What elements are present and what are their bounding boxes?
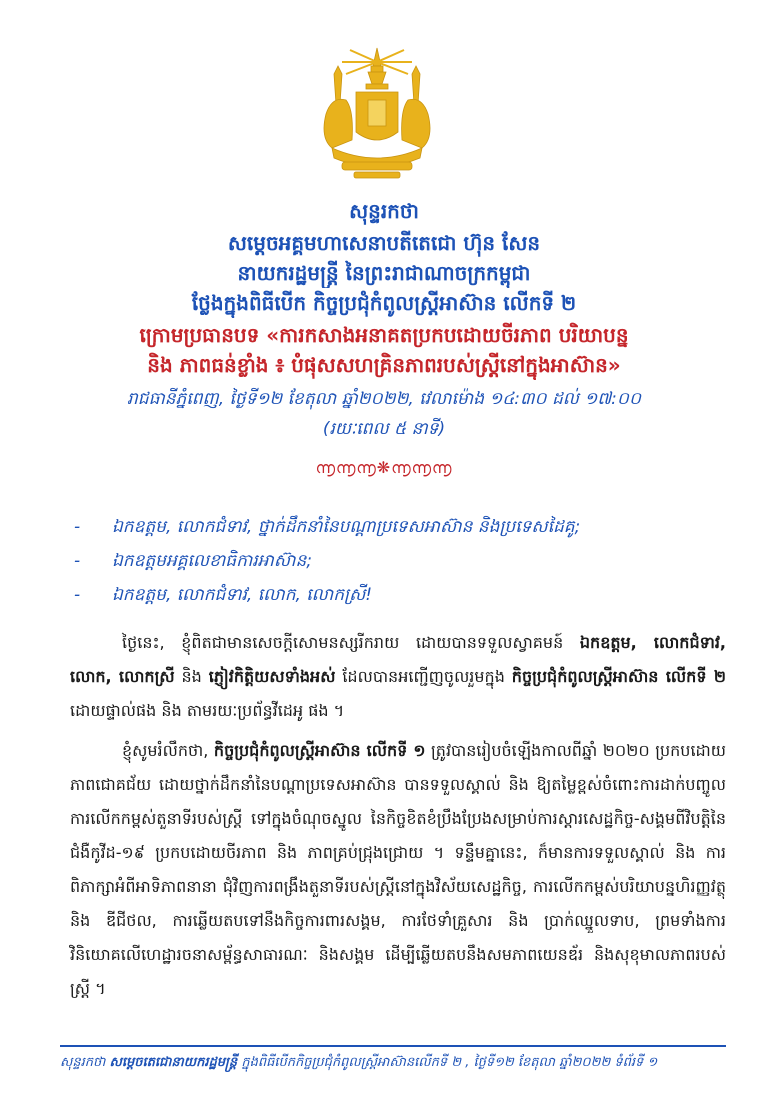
salutation-item: - ឯកឧត្តម, លោកជំទាវ, លោក, លោកស្រី! [74,585,373,605]
event-title: ថ្លែងក្នុងពិធីបើក កិច្ចប្រជុំកំពូលស្ត្រីអាស៊ាន លើកទី ២ [191,291,577,315]
paragraph-2: ខ្ញុំសូមរំលឹកថា, កិច្ចប្រជុំកំពូលស្ត្រីអាស៊ាន លើកទី ១ ត្រូវបានរៀបចំឡើងកាលពីឆ្នាំ ២០២០ ប្រកបដោយភាពជោគជ័យ ដោយថ្នាក់ដឹកនាំនៃបណ្តាប្រទេសអាស៊ាន បានទទួលស្គាល់ និង ឱ្យតម្លៃខ្ពស់ចំពោះការដាក់បញ្ចូលការលើកកម្ពស់តួនាទីរបស់ស្ត្រី ទៅក្នុងចំណុចស្នូល នៃកិច្ចខិតខំប្រឹងប្រែងសម្រាប់ការស្តារសេដ្ឋកិច្ច-សង្គមពីវិបត្តិនៃជំងឺកូវីដ-១៩ ប្រកបដោយចីរភាព និង ភាពគ្រប់ជ្រុងជ្រោយ ។ ទន្ទឹមគ្នានេះ, ក៏មានការទទួលស្គាល់ និង ការពិភាក្សាអំពីអាទិភាពនានា ជុំវិញការពង្រឹងតួនាទីរបស់ស្ត្រីនៅក្នុងវិស័យសេដ្ឋកិច្ច, ការលើកកម្ពស់បរិយាបន្នហិរញ្ញវត្ថុ និង ឌីជីថល, ការឆ្លើយតបទៅនឹងកិច្ចការពារសង្គម, ការថែទាំគ្រួសារ និង ប្រាក់ឈ្នួលទាប, ព្រមទាំងការវិនិយោគលើហេដ្ឋារចនាសម្ព័ន្ធសាធារណៈ និងសង្គម ដើម្បីឆ្លើយតបនឹងសមភាពយេនឌ័រ និងសុខុមាលភាពរបស់ស្ត្រី ។ [70,741,727,998]
page-footer: សុន្ទរកថា សម្តេចតេជោនាយករដ្ឋមន្ត្រី ក្នុងពិធីបើកកិច្ចប្រជុំកំពូលស្ត្រីអាស៊ានលើកទី ២ , ថ្ងៃទី១២ ខែតុលា ឆ្នាំ២០២២ ទំព័រទី ១ [60,1055,658,1070]
duration: (រយៈពេល ៥ នាទី) [322,419,446,439]
speaker-name: សម្តេចអគ្គមហាសេនាបតីតេជោ ហ៊ុន សែន [227,231,541,255]
paragraph-1: ថ្ងៃនេះ, ខ្ញុំពិតជាមានសេចក្តីសោមនស្សរីករាយ ដោយបានទទួលស្វាគមន៍ ឯកឧត្តម, លោកជំទាវ, លោក, លោកស្រី និង ភ្ញៀវកិត្តិយសទាំងអស់ ដែលបានអញ្ជើញចូលរួមក្នុង កិច្ចប្រជុំកំពូលស្ត្រីអាស៊ាន លើកទី ២ ដោយផ្ទាល់ផង និង តាមរយៈប្រព័ន្ធវីដេអូ ផង ។ [70,633,727,720]
royal-arms-emblem-icon [302,44,452,194]
venue-date-time: រាជធានីភ្នំពេញ, ថ្ងៃទី១២ ខែតុលា ឆ្នាំ២០២២, វេលាម៉ោង ១៤:៣០ ដល់ ១៧:០០ [127,389,641,409]
speaker-position: នាយករដ្ឋមន្ត្រី នៃព្រះរាជាណាចក្រកម្ពុជា [237,261,531,285]
footer-divider [60,1045,726,1047]
salutation-item: - ឯកឧត្តមអគ្គលេខាធិការអាស៊ាន; [74,551,312,571]
theme-line-2: និង ភាពធន់ខ្លាំង ៖ បំផុសសហគ្រិនភាពរបស់ស្ត្រីនៅក្នុងអាស៊ាន» [147,353,621,377]
theme-line-1: ក្រោមប្រធានបទ «ការកសាងអនាគតប្រកបដោយចីរភាព បរិយាបន្ន [139,323,629,347]
salutation-item: - ឯកឧត្តម, លោកជំទាវ, ថ្នាក់ដឹកនាំនៃបណ្តាប្រទេសអាស៊ាន និងប្រទេសដៃគូ; [74,517,581,537]
doc-type-title: សុន្ទរកថា [349,199,419,223]
ornament-divider: ൬൬൬❋൬൬൬ [315,458,453,477]
